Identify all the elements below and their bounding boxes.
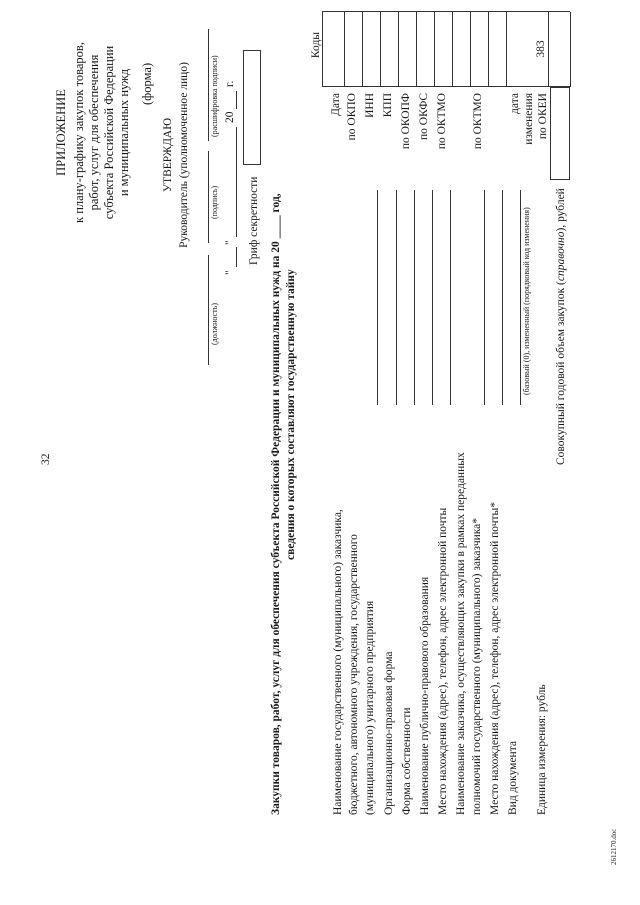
approve-subtitle: Руководитель (уполномоченное лицо) [178,62,190,248]
codes-bottom-border [570,12,571,87]
secrecy-box [243,50,261,165]
caption-signature: (подпись) [210,185,219,219]
code-label-change-date: дата [509,93,521,114]
code-label-inn: ИНН [364,93,376,118]
field-public-entity: Наименование публично-правового образования [419,576,431,815]
total-volume-label [555,188,567,465]
total-volume-box[interactable] [550,87,570,180]
field-legal-form: Организационно-правовая форма [383,651,395,815]
field-line[interactable] [432,190,433,405]
codes-top-border [322,12,323,87]
footer-doc-id: 2612170.doc [610,828,618,865]
field-delegated-location: Место нахождения (адрес), телефон, адрес электронной почты* [489,501,501,815]
codes-row-sep [398,12,399,87]
code-label-okpo: по ОКПО [346,93,358,141]
date-year-prefix: 20 [224,111,236,123]
field-line[interactable] [502,190,503,405]
appendix-lines [72,20,132,245]
line-signature [208,151,209,243]
field-customer-name-2: бюджетного, автономного учреждения, государственного [348,534,360,815]
code-label-oktmo-2: по ОКТМО [472,93,484,150]
codes-row-sep [362,12,363,87]
line-year [236,91,237,109]
field-delegated-customer-1: Наименование заказчика, осуществляющих закупки в рамках переданных [455,452,467,815]
total-label-suffix: ), рублей [555,188,567,232]
line-decode [208,29,209,141]
main-title-line2: сведения о которых составляют государственную тайну [285,269,297,560]
field-line[interactable] [414,190,415,405]
approve-title: УТВЕРЖДАЮ [162,117,174,193]
field-line[interactable] [396,190,397,405]
appendix-line: работ, услуг для обеспечения [87,54,101,211]
appendix-line: субъекта Российской Федерации [102,45,116,220]
appendix-title: ПРИЛОЖЕНИЕ [54,89,68,176]
okei-value: 383 [535,40,547,58]
codes-row-sep [452,12,453,87]
field-doc-type: Вид документа [507,741,519,815]
codes-col-right [322,11,570,12]
field-customer-name-1: Наименование государственного (муниципального) заказчика, [332,509,344,815]
field-location: Место нахождения (адрес), телефон, адрес электронной почты [437,507,449,815]
code-label-okopf: по ОКОПФ [400,93,412,150]
doc-type-caption: (базовый (0), измененный (порядковый код изменения) [522,207,531,395]
form-label: (форма) [140,62,154,105]
codes-col-left [322,86,570,87]
codes-row-sep [488,12,489,87]
code-label-oktmo: по ОКТМО [436,93,448,150]
code-label-change: изменения [523,93,535,145]
codes-row-sep [380,12,381,87]
total-label-prefix: Совокупный годовой объем закупок ( [555,281,567,465]
date-year-suffix: г. [224,80,236,87]
field-delegated-customer-2: полномочий государственного (муниципального) заказчика* [471,517,483,815]
line-month [236,127,237,237]
date-quote-close: " [224,240,236,245]
caption-position: (должность) [210,303,219,345]
field-line[interactable] [377,190,378,405]
appendix-line: и муниципальных нужд [117,68,131,197]
total-label-italic: справочно [555,231,567,282]
caption-decode: (расшифровка подписи) [210,55,219,137]
field-ownership: Форма собственности [401,707,413,815]
code-label-date: Дата [330,93,342,116]
field-line[interactable] [450,190,451,405]
code-label-okfs: по ОКФС [418,93,430,141]
codes-header: Коды [310,31,322,59]
field-line[interactable] [520,190,521,405]
secrecy-label: Гриф секретности [248,176,260,265]
main-title-line1: Закупки товаров, работ, услуг для обеспечения субъекта Российской Федерации и муниципальных нужд на 20 ____ год, [270,193,282,815]
codes-row-sep [506,12,507,87]
codes-row-sep [434,12,435,87]
code-label-okei: по ОКЕИ [537,93,549,140]
line-day [236,247,237,267]
page-number: 32 [40,453,52,465]
field-customer-name-3: (муниципального) унитарного предприятия [364,600,376,815]
date-quote-open: " [224,270,236,275]
appendix-line: к плану-графику закупок товаров, [72,42,86,223]
line-position [208,255,209,365]
codes-row-sep [416,12,417,87]
field-line[interactable] [484,190,485,405]
codes-row-sep [344,12,345,87]
unit-label: Единица измерения: рубль [536,684,548,815]
codes-row-sep [548,12,549,87]
code-label-kpp: КПП [382,93,394,118]
codes-row-sep [470,12,471,87]
